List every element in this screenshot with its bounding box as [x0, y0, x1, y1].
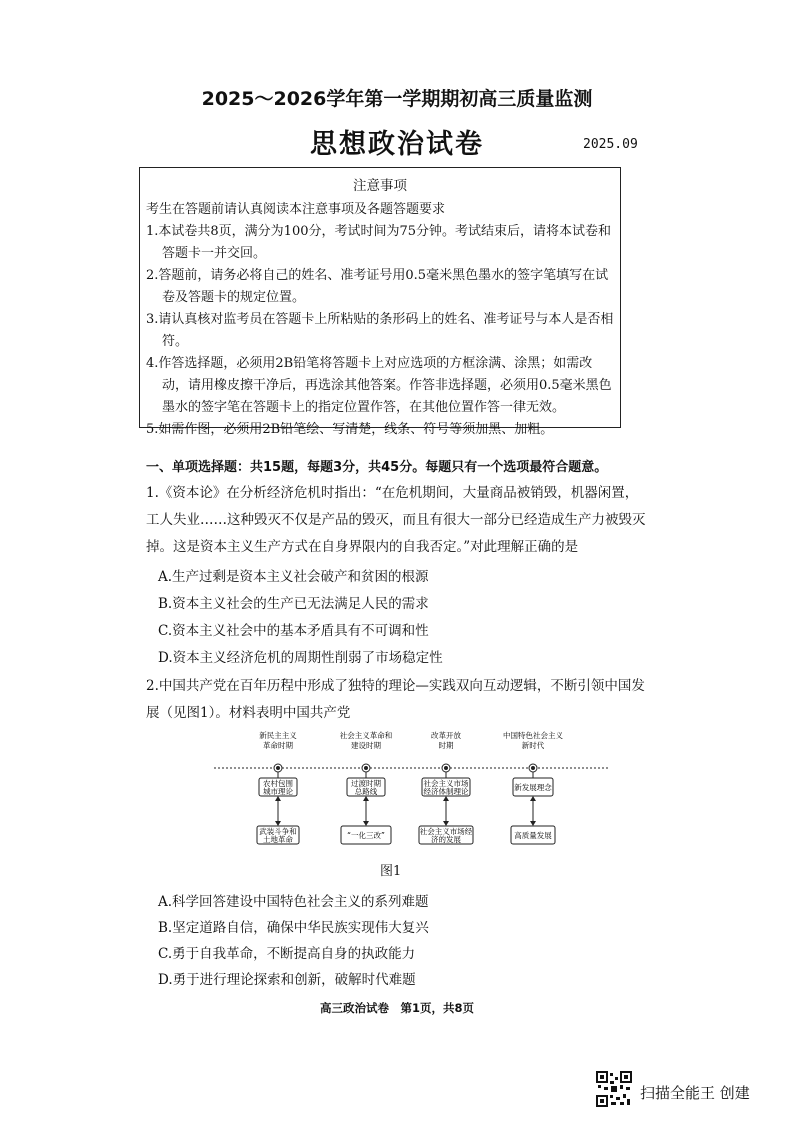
period-label: 社会主义革命和: [339, 731, 393, 740]
period-label: 新时代: [521, 741, 545, 750]
notice-item: 5.如需作图，必须用2B铅笔绘、写清楚，线条、符号等须加黑、加粗。: [146, 422, 554, 437]
question-2-option-d: D.勇于进行理论探索和创新，破解时代难题: [158, 972, 416, 988]
arrow-head-down: [363, 821, 369, 826]
practice-text: “一化三改”: [347, 831, 385, 840]
exam-title-main: 2025～2026学年第一学期期初高三质量监测: [201, 88, 593, 110]
theory-text: 社会主义市场: [423, 779, 469, 788]
notice-title: 注意事项: [353, 178, 407, 194]
figure-caption: 图1: [380, 864, 402, 879]
arrow-head-down: [443, 821, 449, 826]
notice-item: 1.本试卷共8页，满分为100分，考试时间为75分钟。考试结束后，请将本试卷和答题卡一并交回。: [146, 224, 612, 261]
exam-title-subject: 思想政治试卷: [310, 129, 484, 160]
exam-date: 2025.09: [583, 137, 638, 152]
question-2-option-a: A.科学回答建设中国特色社会主义的系列难题: [158, 894, 429, 910]
practice-text: 济的发展: [431, 835, 461, 844]
qr-code-icon: [596, 1071, 632, 1107]
period-label: 改革开放: [431, 731, 461, 740]
arrow-head-up: [530, 796, 536, 801]
period-4: [503, 730, 563, 844]
timeline-node-dot: [444, 766, 448, 770]
question-2-stem: 2.中国共产党在百年历程中形成了独特的理论—实践双向互动逻辑，不断引领中国发展（见图1）。材料表明中国共产党: [146, 678, 645, 721]
theory-text: 农村包围: [263, 779, 293, 788]
scanner-watermark: 扫描全能王 创建: [640, 1084, 750, 1102]
timeline-node-dot: [276, 766, 280, 770]
period-label: 建设时期: [351, 741, 381, 750]
section-heading: 一、单项选择题：共15题，每题3分，共45分。每题只有一个选项最符合题意。: [146, 460, 608, 475]
period-3: [419, 730, 473, 844]
practice-text: 土地革命: [263, 835, 293, 844]
notice-item: 4.作答选择题，必须用2B铅笔将答题卡上对应选项的方框涂满、涂黑；如需改动，请用橡皮擦干净后，再选涂其他答案。作答非选择题，必须用0.5毫米黑色墨水的签字笔在答题卡上的指定位置作答，在其他位置作答一律无效。: [146, 356, 612, 415]
notice-intro: 考生在答题前请认真阅读本注意事项及各题答题要求: [146, 202, 446, 217]
period-1: [257, 730, 299, 844]
period-2: [340, 730, 393, 844]
arrow-head-down: [530, 821, 536, 826]
notice-box: [139, 167, 621, 437]
practice-text: 高质量发展: [514, 831, 552, 840]
question-1-option-b: B.资本主义社会的生产已无法满足人民的需求: [158, 596, 429, 612]
theory-text: 新发展理念: [514, 783, 552, 792]
arrow-head-down: [275, 821, 281, 826]
arrow-head-up: [443, 796, 449, 801]
practice-text: 社会主义市场经: [419, 827, 473, 836]
theory-text: 经济体制理论: [423, 787, 469, 796]
period-label: 中国特色社会主义: [503, 731, 563, 740]
practice-text: 武装斗争和: [259, 827, 297, 836]
notice-item: 3.请认真核对监考员在答题卡上所粘贴的条形码上的姓名、准考证号与本人是否相符。: [146, 312, 614, 349]
notice-item: 2.答题前，请务必将自己的姓名、准考证号用0.5毫米黑色墨水的签字笔填写在试卷及答题卡的规定位置。: [146, 268, 609, 305]
theory-text: 过渡时期: [351, 779, 381, 788]
timeline-node-dot: [531, 766, 535, 770]
period-label: 新民主主义: [259, 731, 297, 740]
question-2-option-b: B.坚定道路自信，确保中华民族实现伟大复兴: [158, 920, 429, 936]
question-1-option-d: D.资本主义经济危机的周期性削弱了市场稳定性: [158, 650, 443, 666]
question-1-option-c: C.资本主义社会中的基本矛盾具有不可调和性: [158, 623, 429, 639]
period-label: 革命时期: [263, 741, 293, 750]
theory-text: 城市理论: [263, 787, 293, 796]
page-footer: 高三政治试卷 第1页，共8页: [319, 1001, 474, 1015]
timeline-node-dot: [364, 766, 368, 770]
question-1-option-a: A.生产过剩是资本主义社会破产和贫困的根源: [158, 569, 429, 585]
period-label: 时期: [438, 741, 454, 750]
question-2-option-c: C.勇于自我革命，不断提高自身的执政能力: [158, 946, 416, 962]
arrow-head-up: [363, 796, 369, 801]
theory-text: 总路线: [354, 787, 378, 796]
question-1-stem: 1.《资本论》在分析经济危机时指出：“在危机期间，大量商品被销毁，机器闲置，工人失业……这种毁灭不仅是产品的毁灭，而且有很大一部分已经造成生产力被毁灭掉。这是资本主义生产方式在自身界限内的自我否定。”对此理解正确的是: [146, 485, 646, 555]
figure-1-diagram: [212, 728, 612, 858]
arrow-head-up: [275, 796, 281, 801]
